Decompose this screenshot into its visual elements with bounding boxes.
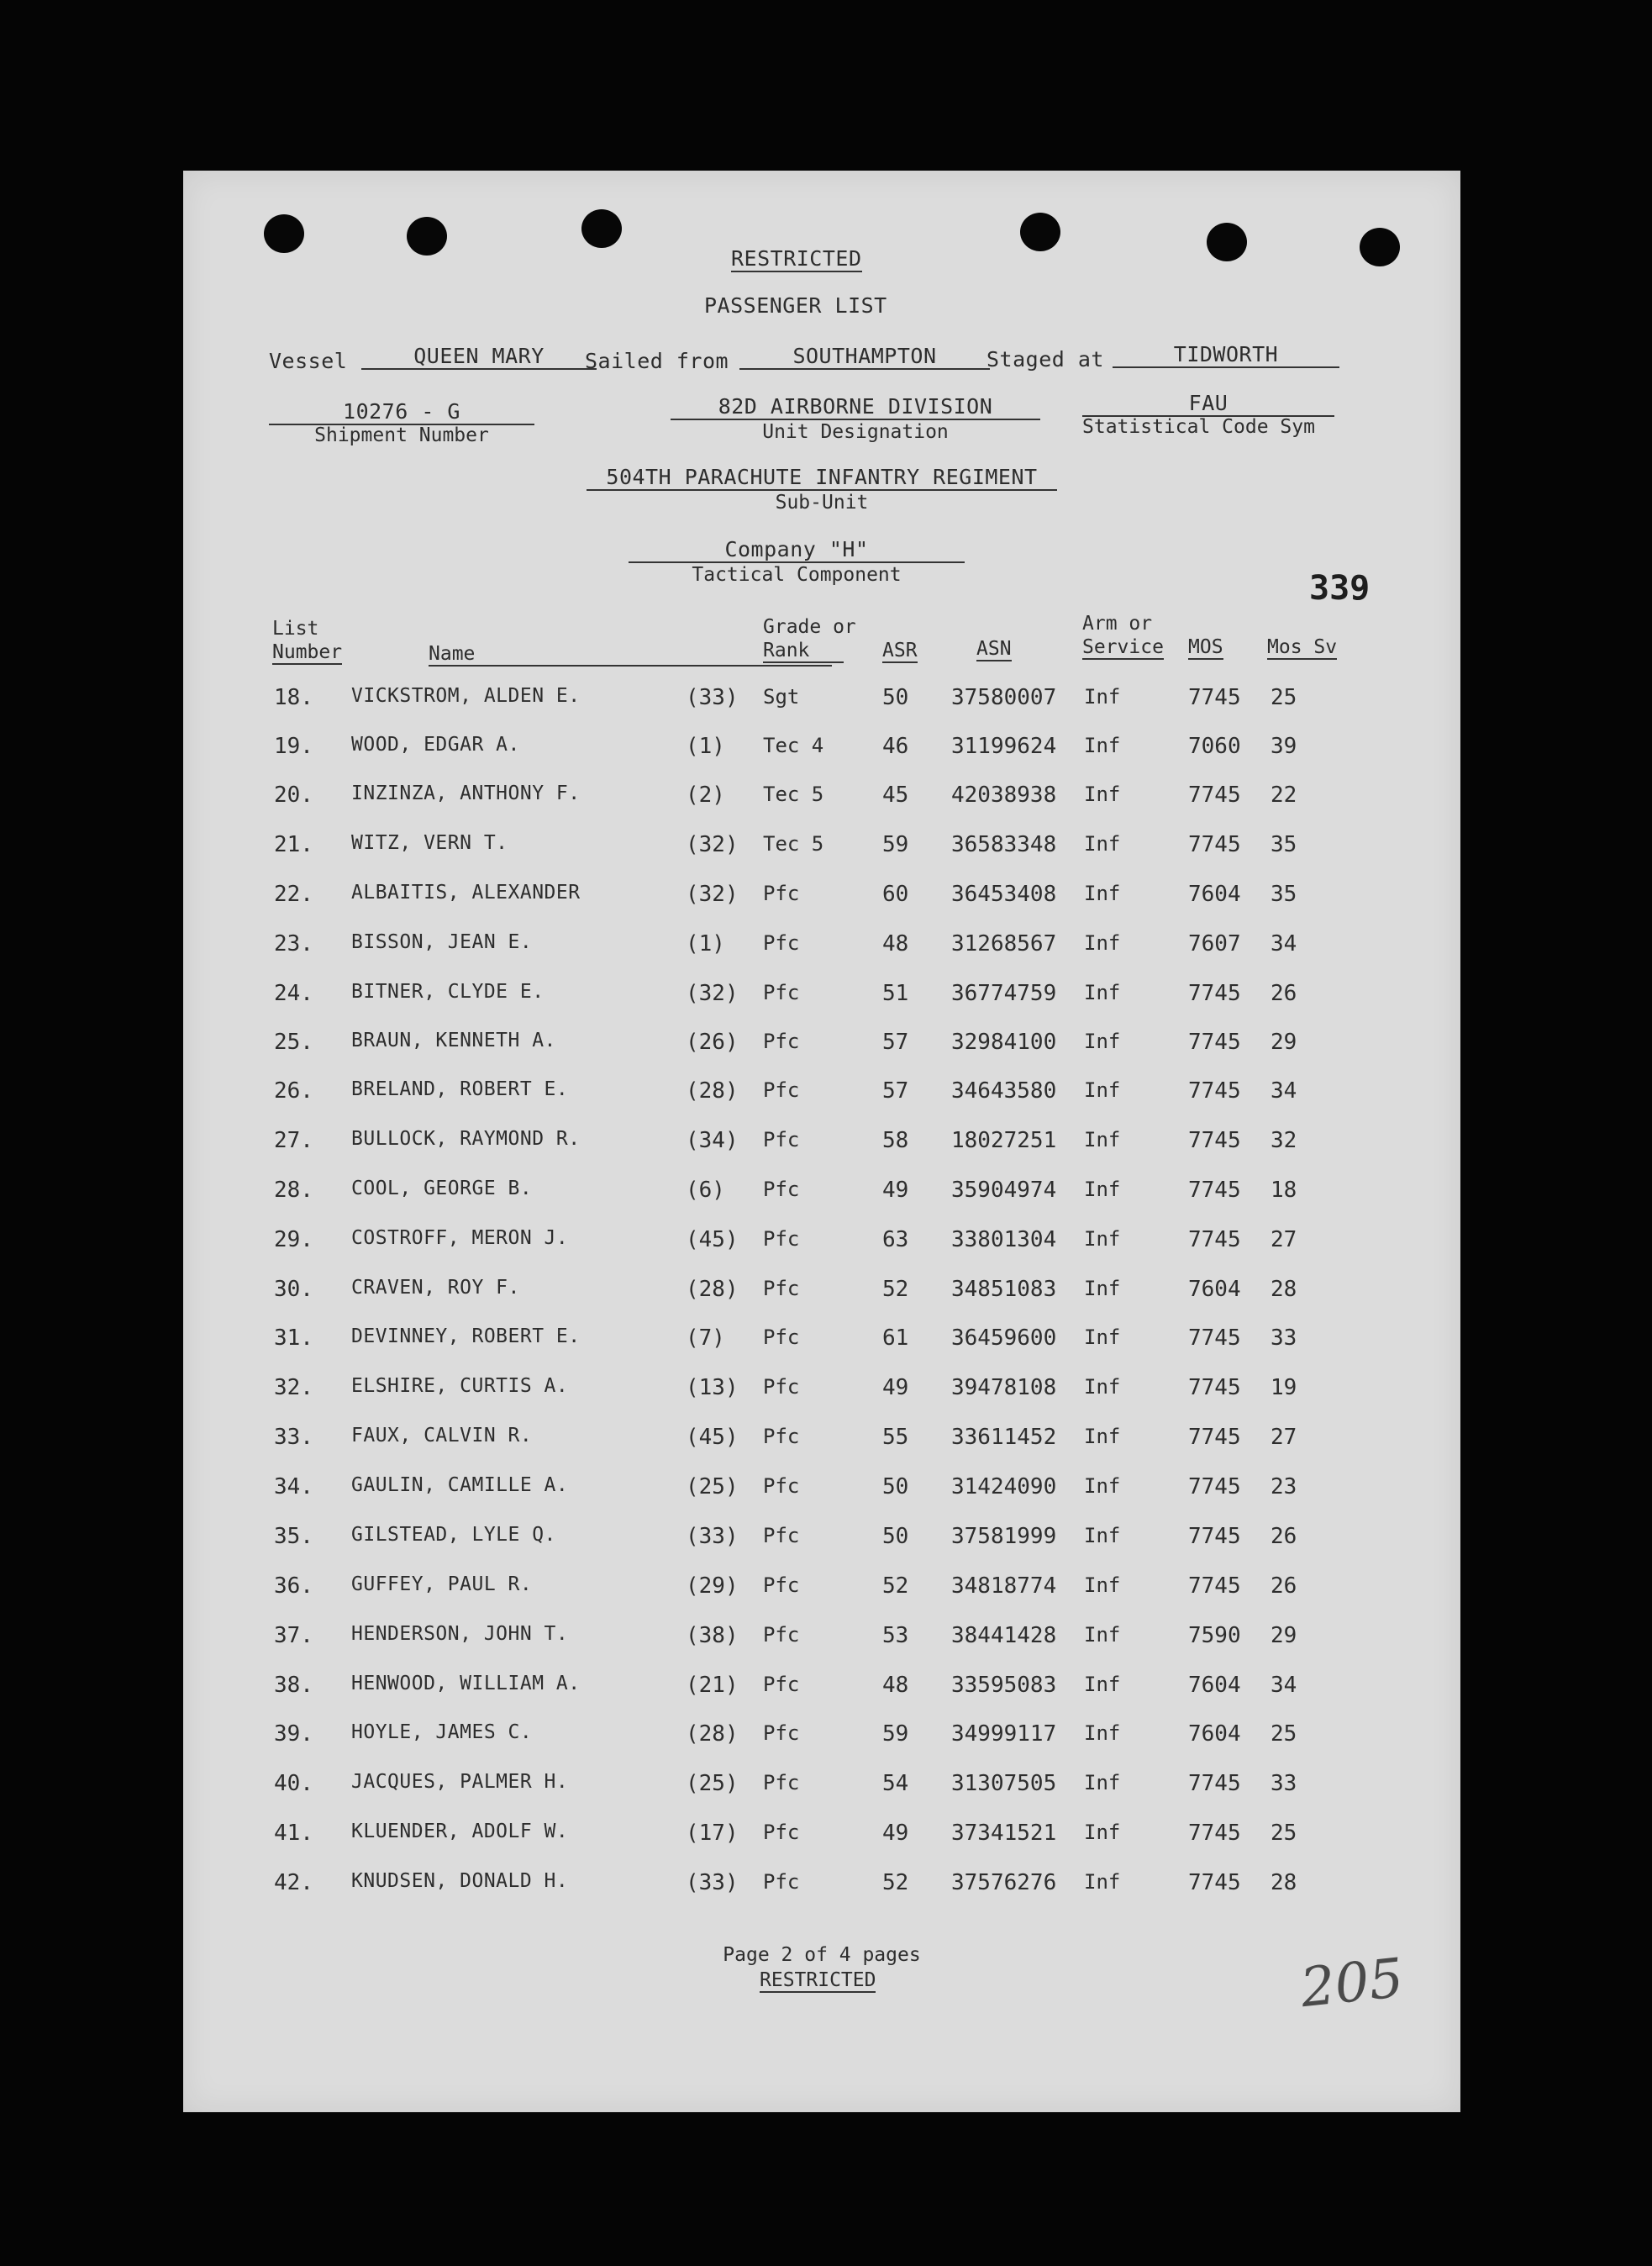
col-mos-sv: Mos Sv bbox=[1267, 636, 1338, 658]
row-number: 41. bbox=[274, 1821, 313, 1846]
row-mos: 7745 bbox=[1188, 832, 1241, 857]
row-asr: 57 bbox=[882, 1030, 909, 1055]
row-name: ELSHIRE, CURTIS A. bbox=[351, 1375, 569, 1397]
row-grade: Pfc bbox=[763, 1078, 800, 1102]
row-state-code: (21) bbox=[686, 1673, 739, 1698]
row-number: 18. bbox=[274, 685, 313, 710]
row-state-code: (25) bbox=[686, 1474, 739, 1499]
row-arm: Inf bbox=[1084, 783, 1121, 806]
row-arm: Inf bbox=[1084, 1771, 1121, 1794]
row-asn: 18027251 bbox=[951, 1128, 1057, 1153]
row-state-code: (33) bbox=[686, 1870, 739, 1895]
row-mos: 7745 bbox=[1188, 1227, 1241, 1252]
col-asn: ASN bbox=[976, 638, 1012, 660]
row-mos: 7745 bbox=[1188, 981, 1241, 1006]
row-mos-sv: 28 bbox=[1271, 1870, 1297, 1895]
row-arm: Inf bbox=[1084, 1078, 1121, 1102]
row-asn: 37576276 bbox=[951, 1870, 1057, 1895]
row-mos: 7745 bbox=[1188, 1474, 1241, 1499]
row-asn: 34643580 bbox=[951, 1078, 1057, 1104]
row-arm: Inf bbox=[1084, 1870, 1121, 1894]
row-number: 19. bbox=[274, 734, 313, 759]
sub-unit-label: Sub-Unit bbox=[775, 492, 869, 514]
row-asn: 36453408 bbox=[951, 882, 1057, 907]
row-asn: 32984100 bbox=[951, 1030, 1057, 1055]
row-state-code: (25) bbox=[686, 1771, 739, 1796]
row-grade: Pfc bbox=[763, 1623, 800, 1647]
row-mos-sv: 27 bbox=[1271, 1227, 1297, 1252]
paper-sheet bbox=[183, 171, 1460, 2112]
row-asn: 33801304 bbox=[951, 1227, 1057, 1252]
row-asn: 33595083 bbox=[951, 1673, 1057, 1698]
row-mos-sv: 34 bbox=[1271, 1673, 1297, 1698]
table-row bbox=[183, 1128, 1460, 1162]
row-arm: Inf bbox=[1084, 1573, 1121, 1597]
row-mos: 7745 bbox=[1188, 1425, 1241, 1450]
row-mos: 7590 bbox=[1188, 1623, 1241, 1648]
document-title: PASSENGER LIST bbox=[704, 293, 887, 318]
row-mos: 7745 bbox=[1188, 685, 1241, 710]
row-mos-sv: 32 bbox=[1271, 1128, 1297, 1153]
row-name: BISSON, JEAN E. bbox=[351, 931, 533, 953]
row-state-code: (28) bbox=[686, 1078, 739, 1104]
staged-at-label: Staged at bbox=[986, 347, 1104, 372]
row-mos: 7745 bbox=[1188, 1573, 1241, 1599]
row-grade: Tec 4 bbox=[763, 734, 824, 757]
row-number: 20. bbox=[274, 783, 313, 808]
col-arm-line2: Service bbox=[1082, 636, 1164, 658]
row-name: GAULIN, CAMILLE A. bbox=[351, 1474, 569, 1496]
row-state-code: (33) bbox=[686, 1524, 739, 1549]
row-name: INZINZA, ANTHONY F. bbox=[351, 783, 581, 804]
row-arm: Inf bbox=[1084, 685, 1121, 709]
table-row bbox=[183, 832, 1460, 866]
handwritten-number: 205 bbox=[1297, 1947, 1407, 2021]
row-mos-sv: 19 bbox=[1271, 1375, 1297, 1400]
row-asr: 59 bbox=[882, 1721, 909, 1747]
row-asr: 48 bbox=[882, 1673, 909, 1698]
table-row bbox=[183, 1277, 1460, 1310]
row-asr: 52 bbox=[882, 1277, 909, 1302]
row-name: DEVINNEY, ROBERT E. bbox=[351, 1325, 581, 1347]
row-name: FAUX, CALVIN R. bbox=[351, 1425, 533, 1447]
row-asn: 37580007 bbox=[951, 685, 1057, 710]
table-row bbox=[183, 1178, 1460, 1211]
row-arm: Inf bbox=[1084, 981, 1121, 1004]
row-asn: 33611452 bbox=[951, 1425, 1057, 1450]
row-arm: Inf bbox=[1084, 832, 1121, 856]
row-mos-sv: 25 bbox=[1271, 685, 1297, 710]
row-asn: 31424090 bbox=[951, 1474, 1057, 1499]
row-mos-sv: 26 bbox=[1271, 981, 1297, 1006]
row-arm: Inf bbox=[1084, 1030, 1121, 1053]
row-asr: 61 bbox=[882, 1325, 909, 1351]
row-arm: Inf bbox=[1084, 1325, 1121, 1349]
row-state-code: (1) bbox=[686, 931, 725, 956]
row-asn: 35904974 bbox=[951, 1178, 1057, 1203]
row-grade: Pfc bbox=[763, 1128, 800, 1151]
row-asr: 51 bbox=[882, 981, 909, 1006]
tactical-component-label: Tactical Component bbox=[692, 564, 902, 586]
row-asn: 31268567 bbox=[951, 931, 1057, 956]
row-asn: 31199624 bbox=[951, 734, 1057, 759]
col-grade-line1: Grade or bbox=[763, 616, 856, 638]
row-mos: 7745 bbox=[1188, 1030, 1241, 1055]
row-state-code: (45) bbox=[686, 1227, 739, 1252]
row-arm: Inf bbox=[1084, 1623, 1121, 1647]
row-grade: Sgt bbox=[763, 685, 800, 709]
row-number: 28. bbox=[274, 1178, 313, 1203]
row-grade: Pfc bbox=[763, 1425, 800, 1448]
row-mos-sv: 26 bbox=[1271, 1524, 1297, 1549]
row-asn: 39478108 bbox=[951, 1375, 1057, 1400]
shipment-number-value: 10276 - G bbox=[269, 399, 534, 425]
classification-top: RESTRICTED bbox=[731, 246, 862, 271]
table-row bbox=[183, 931, 1460, 965]
table-row bbox=[183, 1425, 1460, 1458]
row-asn: 37581999 bbox=[951, 1524, 1057, 1549]
unit-designation-label: Unit Designation bbox=[762, 421, 949, 443]
table-row bbox=[183, 1030, 1460, 1063]
row-name: KLUENDER, ADOLF W. bbox=[351, 1821, 569, 1842]
row-mos: 7745 bbox=[1188, 1078, 1241, 1104]
row-asn: 36583348 bbox=[951, 832, 1057, 857]
row-state-code: (32) bbox=[686, 981, 739, 1006]
row-number: 40. bbox=[274, 1771, 313, 1796]
col-name: Name bbox=[429, 643, 832, 667]
row-mos-sv: 22 bbox=[1271, 783, 1297, 808]
row-number: 39. bbox=[274, 1721, 313, 1747]
row-mos: 7745 bbox=[1188, 1375, 1241, 1400]
row-number: 22. bbox=[274, 882, 313, 907]
row-mos: 7745 bbox=[1188, 1771, 1241, 1796]
shipment-number-label: Shipment Number bbox=[314, 424, 489, 446]
col-list-number-line2: Number bbox=[272, 641, 343, 663]
row-grade: Pfc bbox=[763, 1375, 800, 1399]
table-row bbox=[183, 981, 1460, 1014]
row-asr: 49 bbox=[882, 1375, 909, 1400]
row-grade: Pfc bbox=[763, 1721, 800, 1745]
row-number: 23. bbox=[274, 931, 313, 956]
table-row bbox=[183, 734, 1460, 767]
col-list-number-line1: List bbox=[272, 618, 319, 640]
row-name: BRELAND, ROBERT E. bbox=[351, 1078, 569, 1100]
row-name: GUFFEY, PAUL R. bbox=[351, 1573, 533, 1595]
row-asr: 50 bbox=[882, 1474, 909, 1499]
row-mos: 7745 bbox=[1188, 783, 1241, 808]
row-mos-sv: 27 bbox=[1271, 1425, 1297, 1450]
table-row bbox=[183, 1673, 1460, 1706]
row-mos-sv: 26 bbox=[1271, 1573, 1297, 1599]
row-arm: Inf bbox=[1084, 931, 1121, 955]
row-name: ALBAITIS, ALEXANDER bbox=[351, 882, 581, 904]
row-grade: Pfc bbox=[763, 1227, 800, 1251]
row-arm: Inf bbox=[1084, 1425, 1121, 1448]
row-asr: 45 bbox=[882, 783, 909, 808]
row-grade: Pfc bbox=[763, 1870, 800, 1894]
unit-designation-value: 82D AIRBORNE DIVISION bbox=[671, 394, 1040, 420]
row-arm: Inf bbox=[1084, 1277, 1121, 1300]
row-mos-sv: 33 bbox=[1271, 1325, 1297, 1351]
row-mos: 7604 bbox=[1188, 882, 1241, 907]
row-grade: Pfc bbox=[763, 1030, 800, 1053]
statistical-code-value: FAU bbox=[1082, 391, 1334, 417]
statistical-code-label: Statistical Code Sym bbox=[1082, 416, 1315, 438]
table-row bbox=[183, 1474, 1460, 1508]
row-mos-sv: 28 bbox=[1271, 1277, 1297, 1302]
row-mos: 7607 bbox=[1188, 931, 1241, 956]
row-name: COOL, GEORGE B. bbox=[351, 1178, 533, 1199]
row-asn: 37341521 bbox=[951, 1821, 1057, 1846]
row-grade: Pfc bbox=[763, 931, 800, 955]
row-state-code: (38) bbox=[686, 1623, 739, 1648]
row-asr: 57 bbox=[882, 1078, 909, 1104]
row-number: 37. bbox=[274, 1623, 313, 1648]
row-number: 31. bbox=[274, 1325, 313, 1351]
row-state-code: (34) bbox=[686, 1128, 739, 1153]
row-mos-sv: 35 bbox=[1271, 832, 1297, 857]
row-mos: 7745 bbox=[1188, 1128, 1241, 1153]
table-row bbox=[183, 1227, 1460, 1261]
row-arm: Inf bbox=[1084, 1178, 1121, 1201]
row-mos-sv: 29 bbox=[1271, 1623, 1297, 1648]
row-asr: 63 bbox=[882, 1227, 909, 1252]
row-arm: Inf bbox=[1084, 1227, 1121, 1251]
row-mos-sv: 34 bbox=[1271, 931, 1297, 956]
table-row bbox=[183, 1573, 1460, 1607]
row-number: 38. bbox=[274, 1673, 313, 1698]
row-mos-sv: 18 bbox=[1271, 1178, 1297, 1203]
table-row bbox=[183, 1524, 1460, 1557]
col-grade-line2: Rank bbox=[763, 640, 844, 663]
row-state-code: (7) bbox=[686, 1325, 725, 1351]
table-row bbox=[183, 685, 1460, 719]
row-mos-sv: 25 bbox=[1271, 1821, 1297, 1846]
punch-hole bbox=[407, 217, 447, 256]
row-name: JACQUES, PALMER H. bbox=[351, 1771, 569, 1793]
row-grade: Pfc bbox=[763, 1178, 800, 1201]
row-asr: 59 bbox=[882, 832, 909, 857]
row-grade: Pfc bbox=[763, 1325, 800, 1349]
row-asr: 48 bbox=[882, 931, 909, 956]
row-grade: Pfc bbox=[763, 1673, 800, 1696]
table-row bbox=[183, 1821, 1460, 1854]
row-number: 27. bbox=[274, 1128, 313, 1153]
row-grade: Pfc bbox=[763, 1771, 800, 1794]
table-row bbox=[183, 1375, 1460, 1409]
punch-hole bbox=[1360, 228, 1400, 266]
punch-hole bbox=[264, 214, 304, 253]
row-state-code: (26) bbox=[686, 1030, 739, 1055]
row-asr: 58 bbox=[882, 1128, 909, 1153]
row-mos: 7745 bbox=[1188, 1870, 1241, 1895]
row-name: HOYLE, JAMES C. bbox=[351, 1721, 533, 1743]
table-row bbox=[183, 1771, 1460, 1805]
row-asn: 38441428 bbox=[951, 1623, 1057, 1648]
row-name: COSTROFF, MERON J. bbox=[351, 1227, 569, 1249]
row-grade: Pfc bbox=[763, 981, 800, 1004]
row-asr: 55 bbox=[882, 1425, 909, 1450]
col-asr: ASR bbox=[882, 640, 918, 661]
row-state-code: (1) bbox=[686, 734, 725, 759]
row-asr: 52 bbox=[882, 1573, 909, 1599]
row-number: 33. bbox=[274, 1425, 313, 1450]
row-name: BULLOCK, RAYMOND R. bbox=[351, 1128, 581, 1150]
table-row bbox=[183, 1078, 1460, 1112]
row-asr: 49 bbox=[882, 1178, 909, 1203]
row-number: 29. bbox=[274, 1227, 313, 1252]
row-name: CRAVEN, ROY F. bbox=[351, 1277, 520, 1299]
row-arm: Inf bbox=[1084, 1474, 1121, 1498]
punch-hole bbox=[1020, 213, 1060, 251]
row-asn: 36774759 bbox=[951, 981, 1057, 1006]
row-grade: Pfc bbox=[763, 1474, 800, 1498]
row-number: 32. bbox=[274, 1375, 313, 1400]
tactical-component-value: Company "H" bbox=[629, 537, 965, 563]
row-mos: 7060 bbox=[1188, 734, 1241, 759]
classification-bottom: RESTRICTED bbox=[760, 1969, 876, 1991]
row-name: WOOD, EDGAR A. bbox=[351, 734, 520, 756]
row-mos: 7745 bbox=[1188, 1821, 1241, 1846]
sub-unit-value: 504TH PARACHUTE INFANTRY REGIMENT bbox=[587, 465, 1057, 491]
row-asn: 34851083 bbox=[951, 1277, 1057, 1302]
col-arm-line1: Arm or bbox=[1082, 613, 1153, 635]
row-name: GILSTEAD, LYLE Q. bbox=[351, 1524, 556, 1546]
row-arm: Inf bbox=[1084, 734, 1121, 757]
row-arm: Inf bbox=[1084, 1673, 1121, 1696]
row-asr: 46 bbox=[882, 734, 909, 759]
row-number: 26. bbox=[274, 1078, 313, 1104]
row-grade: Pfc bbox=[763, 1524, 800, 1547]
row-name: HENWOOD, WILLIAM A. bbox=[351, 1673, 581, 1694]
row-number: 34. bbox=[274, 1474, 313, 1499]
row-number: 24. bbox=[274, 981, 313, 1006]
row-arm: Inf bbox=[1084, 1821, 1121, 1844]
row-asn: 34818774 bbox=[951, 1573, 1057, 1599]
row-asn: 36459600 bbox=[951, 1325, 1057, 1351]
row-number: 25. bbox=[274, 1030, 313, 1055]
row-state-code: (28) bbox=[686, 1277, 739, 1302]
row-state-code: (6) bbox=[686, 1178, 725, 1203]
table-row bbox=[183, 1721, 1460, 1755]
row-mos: 7604 bbox=[1188, 1673, 1241, 1698]
row-asn: 31307505 bbox=[951, 1771, 1057, 1796]
row-mos: 7745 bbox=[1188, 1524, 1241, 1549]
row-mos: 7604 bbox=[1188, 1277, 1241, 1302]
row-mos-sv: 25 bbox=[1271, 1721, 1297, 1747]
row-asr: 53 bbox=[882, 1623, 909, 1648]
row-state-code: (33) bbox=[686, 685, 739, 710]
row-asr: 52 bbox=[882, 1870, 909, 1895]
row-state-code: (45) bbox=[686, 1425, 739, 1450]
row-mos-sv: 33 bbox=[1271, 1771, 1297, 1796]
row-mos-sv: 39 bbox=[1271, 734, 1297, 759]
row-grade: Pfc bbox=[763, 1573, 800, 1597]
col-mos: MOS bbox=[1188, 636, 1223, 658]
row-grade: Tec 5 bbox=[763, 832, 824, 856]
row-name: WITZ, VERN T. bbox=[351, 832, 508, 854]
table-row bbox=[183, 882, 1460, 915]
sailed-from-value: SOUTHAMPTON bbox=[739, 344, 990, 370]
row-asr: 50 bbox=[882, 1524, 909, 1549]
row-name: VICKSTROM, ALDEN E. bbox=[351, 685, 581, 707]
row-number: 42. bbox=[274, 1870, 313, 1895]
row-mos-sv: 23 bbox=[1271, 1474, 1297, 1499]
row-state-code: (17) bbox=[686, 1821, 739, 1846]
table-row bbox=[183, 783, 1460, 816]
table-row bbox=[183, 1623, 1460, 1657]
row-arm: Inf bbox=[1084, 882, 1121, 905]
row-asn: 34999117 bbox=[951, 1721, 1057, 1747]
staged-at-value: TIDWORTH bbox=[1113, 342, 1339, 368]
row-asr: 50 bbox=[882, 685, 909, 710]
row-mos: 7745 bbox=[1188, 1178, 1241, 1203]
row-number: 35. bbox=[274, 1524, 313, 1549]
row-state-code: (28) bbox=[686, 1721, 739, 1747]
row-mos: 7604 bbox=[1188, 1721, 1241, 1747]
row-grade: Pfc bbox=[763, 1821, 800, 1844]
row-name: BRAUN, KENNETH A. bbox=[351, 1030, 556, 1051]
row-state-code: (32) bbox=[686, 832, 739, 857]
row-mos-sv: 35 bbox=[1271, 882, 1297, 907]
punch-hole bbox=[581, 209, 622, 248]
row-grade: Pfc bbox=[763, 882, 800, 905]
row-asr: 60 bbox=[882, 882, 909, 907]
row-number: 21. bbox=[274, 832, 313, 857]
row-name: HENDERSON, JOHN T. bbox=[351, 1623, 569, 1645]
sailed-from-label: Sailed from bbox=[585, 349, 729, 373]
page-count: Page 2 of 4 pages bbox=[723, 1944, 921, 1966]
row-asr: 54 bbox=[882, 1771, 909, 1796]
row-arm: Inf bbox=[1084, 1375, 1121, 1399]
row-state-code: (29) bbox=[686, 1573, 739, 1599]
punch-hole bbox=[1207, 223, 1247, 261]
table-row bbox=[183, 1870, 1460, 1904]
row-grade: Tec 5 bbox=[763, 783, 824, 806]
row-asr: 49 bbox=[882, 1821, 909, 1846]
row-state-code: (32) bbox=[686, 882, 739, 907]
row-grade: Pfc bbox=[763, 1277, 800, 1300]
row-arm: Inf bbox=[1084, 1721, 1121, 1745]
page-stamp-number: 339 bbox=[1309, 569, 1371, 608]
row-number: 36. bbox=[274, 1573, 313, 1599]
row-mos: 7745 bbox=[1188, 1325, 1241, 1351]
row-asn: 42038938 bbox=[951, 783, 1057, 808]
vessel-label: Vessel bbox=[269, 349, 348, 373]
row-number: 30. bbox=[274, 1277, 313, 1302]
table-row bbox=[183, 1325, 1460, 1359]
row-mos-sv: 29 bbox=[1271, 1030, 1297, 1055]
row-arm: Inf bbox=[1084, 1128, 1121, 1151]
row-arm: Inf bbox=[1084, 1524, 1121, 1547]
row-mos-sv: 34 bbox=[1271, 1078, 1297, 1104]
row-state-code: (13) bbox=[686, 1375, 739, 1400]
row-name: BITNER, CLYDE E. bbox=[351, 981, 545, 1003]
row-state-code: (2) bbox=[686, 783, 725, 808]
vessel-value: QUEEN MARY bbox=[361, 344, 597, 370]
row-name: KNUDSEN, DONALD H. bbox=[351, 1870, 569, 1892]
